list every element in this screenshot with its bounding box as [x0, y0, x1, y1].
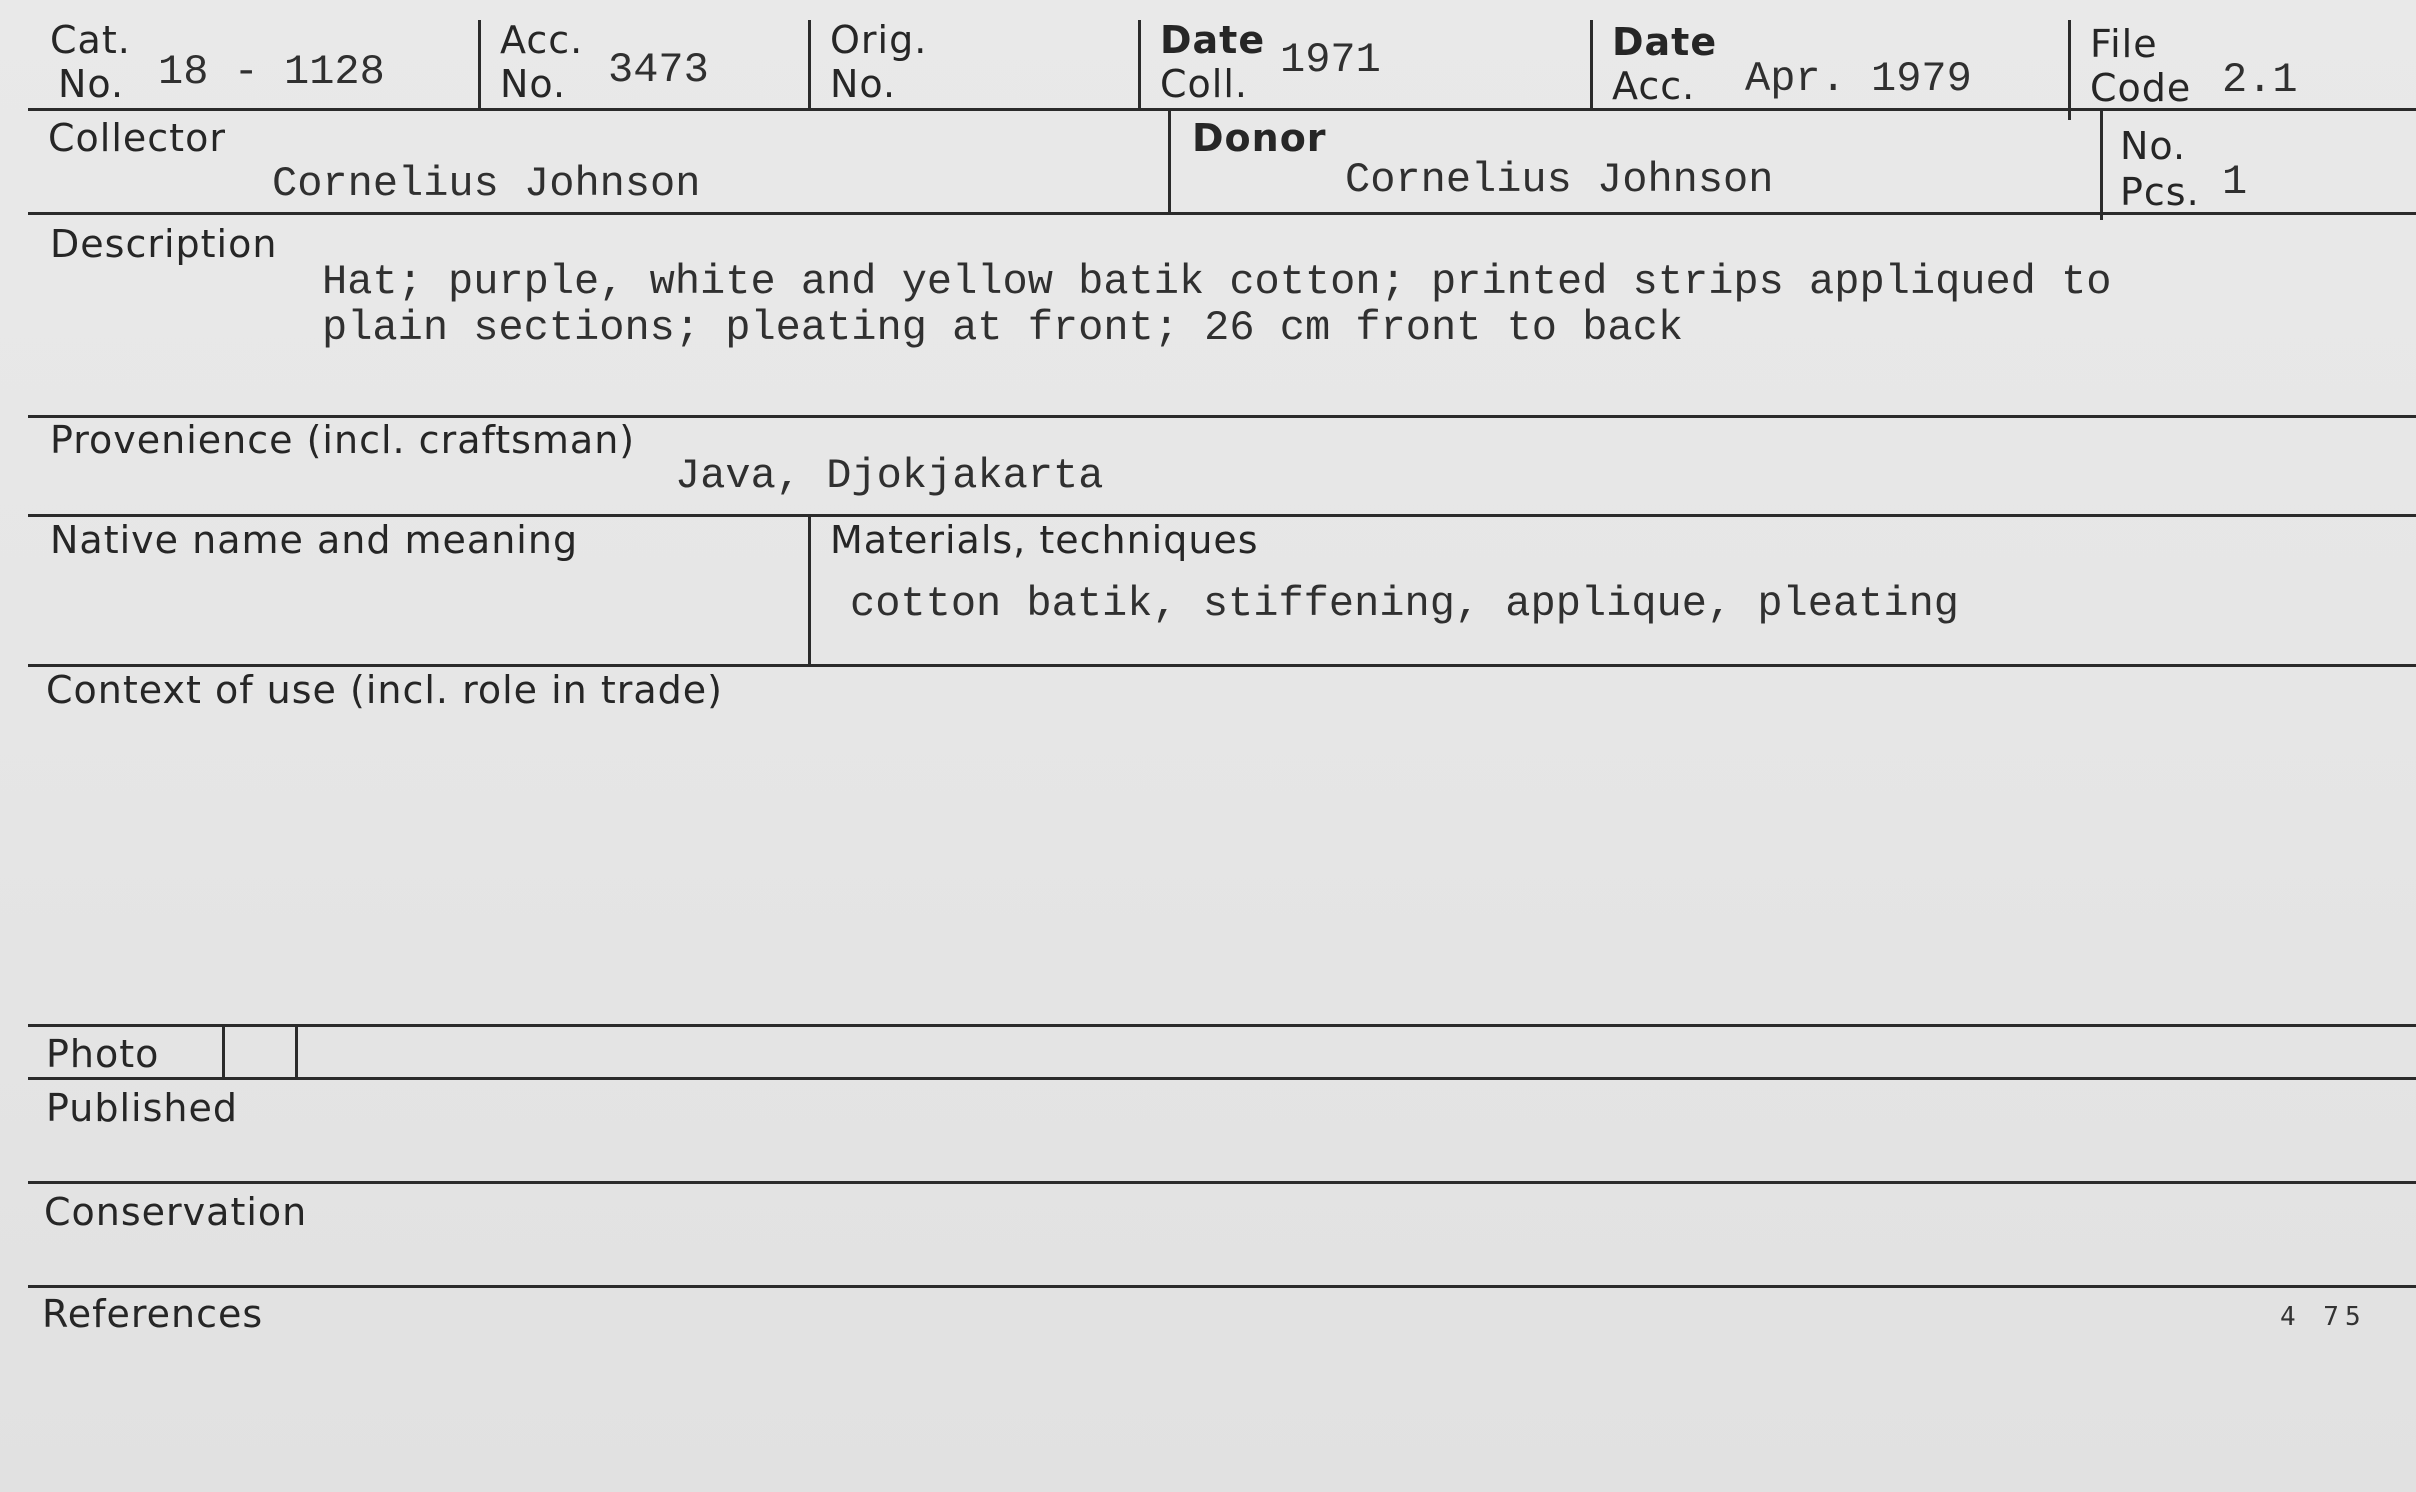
acc-number: 3473 [608, 46, 709, 94]
acc-label-line2: No. [500, 62, 567, 106]
divider-orig-datecoll [1138, 20, 1141, 110]
references-label: References [42, 1292, 264, 1336]
pieces-label-line1: No. [2120, 124, 2187, 168]
orig-label-line1: Orig. [830, 18, 928, 62]
date-accessioned: Apr. 1979 [1745, 55, 1972, 103]
orig-label-line2: No. [830, 62, 897, 106]
published-label: Published [46, 1086, 238, 1130]
file-code-label-line2: Code [2090, 66, 2192, 110]
collector-name: Cornelius Johnson [272, 160, 701, 208]
provenience-label: Provenience (incl. craftsman) [50, 418, 636, 462]
native-name-label: Native name and meaning [50, 518, 579, 562]
rule-context-bottom [28, 1024, 2416, 1027]
cat-label-line1: Cat. [50, 18, 131, 62]
file-code-value: 2.1 [2222, 56, 2298, 104]
divider-cat-acc [478, 20, 481, 110]
photo-box-right [295, 1026, 298, 1079]
date-acc-label-line2: Acc. [1612, 64, 1696, 108]
rule-conservation-bottom [28, 1285, 2416, 1288]
conservation-label: Conservation [44, 1190, 308, 1234]
acc-label-line1: Acc. [500, 18, 584, 62]
context-label: Context of use (incl. role in trade) [46, 668, 723, 712]
provenience-value: Java, Djokjakarta [675, 452, 1104, 500]
rule-photo-bottom [28, 1077, 2416, 1080]
donor-name: Cornelius Johnson [1345, 156, 1774, 204]
donor-label: Donor [1192, 116, 1327, 160]
description-label: Description [50, 222, 278, 266]
rule-provenience-bottom [28, 514, 2416, 517]
description-line-1: Hat; purple, white and yellow batik cotton; printed strips appliqued to [322, 258, 2112, 306]
divider-donor-pieces [2100, 108, 2103, 220]
date-acc-label-line1: Date [1612, 20, 1718, 64]
cat-label-line2: No. [58, 62, 125, 106]
photo-box-left [222, 1026, 225, 1079]
rule-materials-bottom [28, 664, 2416, 667]
rule-published-bottom [28, 1181, 2416, 1184]
divider-collector-donor [1168, 108, 1171, 214]
divider-acc-orig [808, 20, 811, 110]
pieces-count: 1 [2222, 158, 2248, 206]
form-code: 4 75 [2280, 1302, 2367, 1332]
rule-collector-bottom [28, 212, 2416, 215]
pieces-label-line2: Pcs. [2120, 170, 2200, 214]
divider-datecoll-dateacc [1590, 20, 1593, 110]
date-collected: 1971 [1280, 36, 1381, 84]
materials-label: Materials, techniques [830, 518, 1259, 562]
divider-native-materials [808, 514, 811, 666]
date-coll-label-line1: Date [1160, 18, 1266, 62]
rule-header-bottom [28, 108, 2416, 111]
description-line-2: plain sections; pleating at front; 26 cm front to back [322, 304, 1684, 352]
cat-number: 18 - 1128 [158, 48, 385, 96]
divider-dateacc-filecode [2068, 20, 2071, 120]
materials-value: cotton batik, stiffening, applique, pleating [850, 580, 1959, 628]
file-code-label-line1: File [2090, 22, 2158, 66]
collector-label: Collector [48, 116, 226, 160]
photo-label: Photo [46, 1032, 160, 1076]
date-coll-label-line2: Coll. [1160, 62, 1248, 106]
